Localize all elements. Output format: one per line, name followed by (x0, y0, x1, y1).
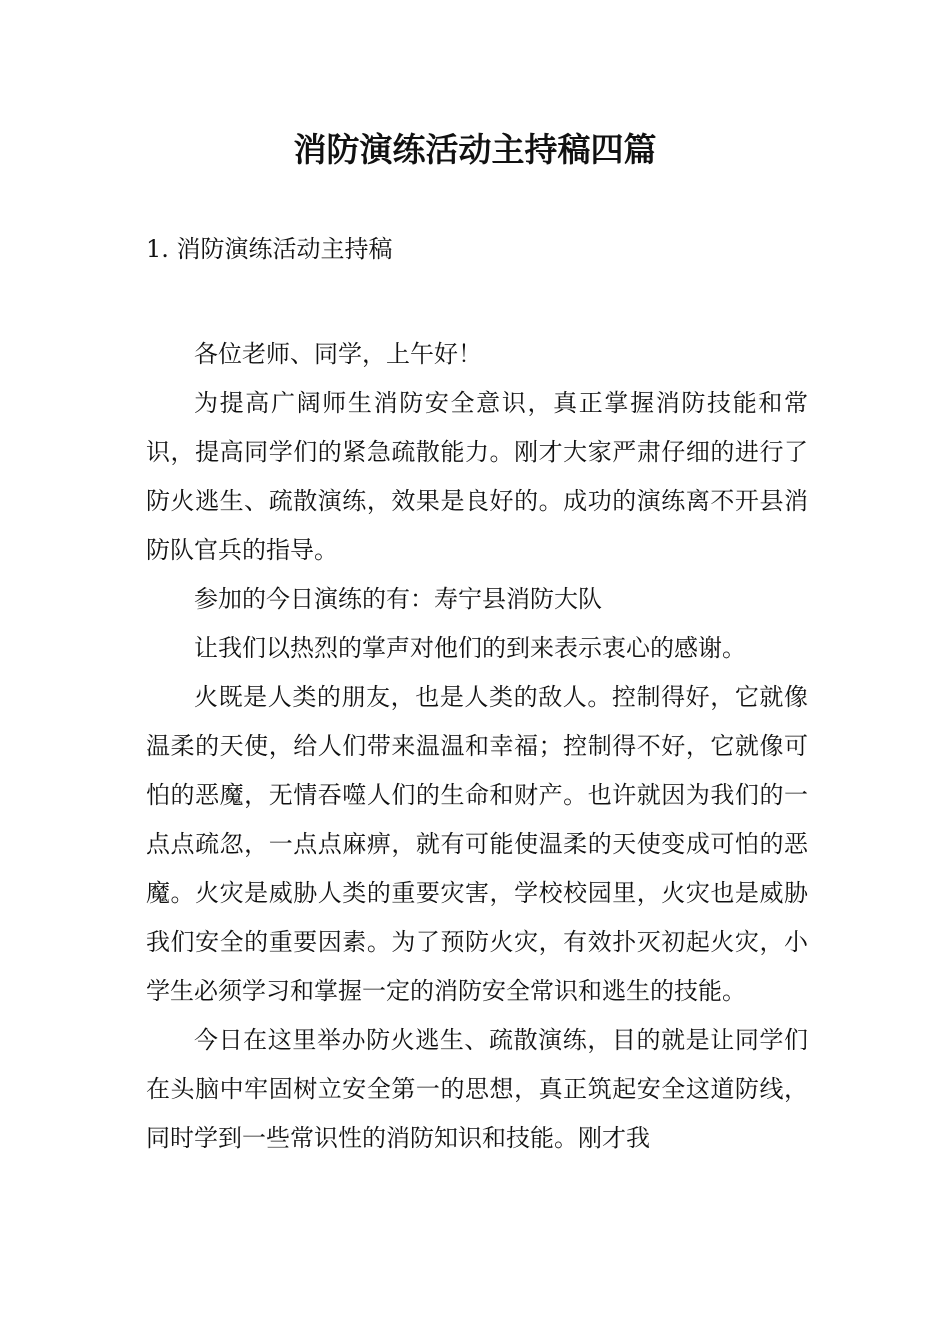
paragraph-participants: 参加的今日演练的有：寿宁县消防大队 (194, 585, 602, 613)
paragraph-drill-goal: 今日在这里举办防火逃生、疏散演练，目的就是让同学们在头脑中牢固树立安全第一的思想，真正筑起安全这道防线，同时学到一些常识性的消防知识和技能。刚才我 (146, 1026, 808, 1152)
paragraph-purpose: 为提高广阔师生消防安全意识，真正掌握消防技能和常识，提高同学们的紧急疏散能力。刚才大家严肃仔细的进行了防火逃生、疏散演练，效果是良好的。成功的演练离不开县消防队官兵的指导。 (146, 389, 808, 564)
section-heading: 1. 消防演练活动主持稿 (146, 235, 393, 263)
paragraph-fire-safety: 火既是人类的朋友，也是人类的敌人。控制得好，它就像温柔的天使，给人们带来温温和幸福；控制得不好，它就像可怕的恶魔，无情吞噬人们的生命和财产。也许就因为我们的一点点疏忽，一点点麻痹，就有可能使温柔的天使变成可怕的恶魔。火灾是威胁人类的重要灾害，学校校园里，火灾也是威胁我们安全的重要因素。为了预防火灾，有效扑灭初起火灾，小学生必须学习和掌握一定的消防安全常识和逃生的技能。 (146, 683, 808, 1005)
document-body (146, 330, 808, 1163)
paragraph-greeting: 各位老师、同学，上午好！ (194, 340, 482, 368)
paragraph-thanks: 让我们以热烈的掌声对他们的到来表示衷心的感谢。 (194, 634, 746, 662)
document-title: 消防演练活动主持稿四篇 (293, 130, 657, 169)
